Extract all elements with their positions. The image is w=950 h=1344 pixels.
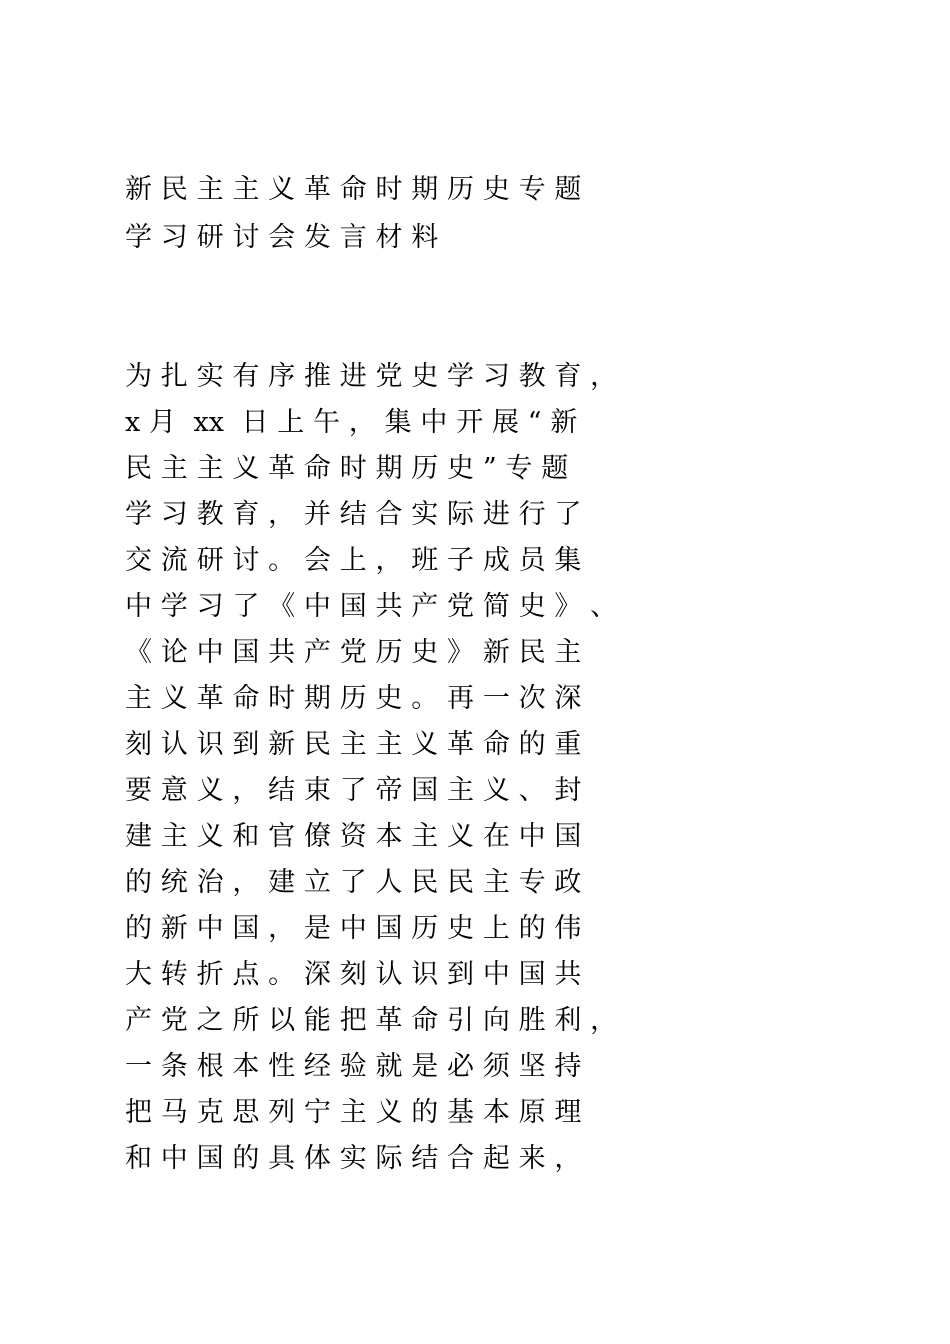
body-line: 交 流 研 讨 。 会 上 ， 班 子 成 员 集 (125, 545, 582, 576)
body-line: 中 学 习 了 《 中 国 共 产 党 简 史 》 、 (125, 591, 618, 622)
title-line-1: 新 民 主 主 义 革 命 时 期 历 史 专 题 (125, 174, 582, 205)
title-line-2: 学 习 研 讨 会 发 言 材 料 (125, 222, 439, 253)
body-line: 和 中 国 的 具 体 实 际 结 合 起 来 ， (125, 1143, 582, 1174)
body-line: 主 义 革 命 时 期 历 史 。 再 一 次 深 (125, 683, 582, 714)
body-line: 学 习 教 育 ， 并 结 合 实 际 进 行 了 (125, 499, 582, 530)
body-line: 民 主 主 义 革 命 时 期 历 史 ” 专 题 (125, 453, 569, 484)
body-line: 产 党 之 所 以 能 把 革 命 引 向 胜 利 ， (125, 1005, 618, 1036)
body-line: 的 统 治 ， 建 立 了 人 民 民 主 专 政 (125, 867, 582, 898)
body-line: 把 马 克 思 列 宁 主 义 的 基 本 原 理 (125, 1097, 582, 1128)
body-line: 一 条 根 本 性 经 验 就 是 必 须 坚 持 (125, 1051, 582, 1082)
document-title (125, 166, 825, 262)
body-line: x 月 xx 日 上 午 ， 集 中 开 展 “ 新 (125, 407, 578, 438)
body-line: 《 论 中 国 共 产 党 历 史 》 新 民 主 (125, 637, 582, 668)
body-line: 刻 认 识 到 新 民 主 主 义 革 命 的 重 (125, 729, 582, 760)
body-line: 建 主 义 和 官 僚 资 本 主 义 在 中 国 (125, 821, 582, 852)
body-line: 为 扎 实 有 序 推 进 党 史 学 习 教 育 ， (125, 361, 618, 392)
document-body (125, 354, 865, 1182)
body-line: 的 新 中 国 ， 是 中 国 历 史 上 的 伟 (125, 913, 582, 944)
body-line: 要 意 义 ， 结 束 了 帝 国 主 义 、 封 (125, 775, 582, 806)
body-line: 大 转 折 点 。 深 刻 认 识 到 中 国 共 (125, 959, 582, 990)
